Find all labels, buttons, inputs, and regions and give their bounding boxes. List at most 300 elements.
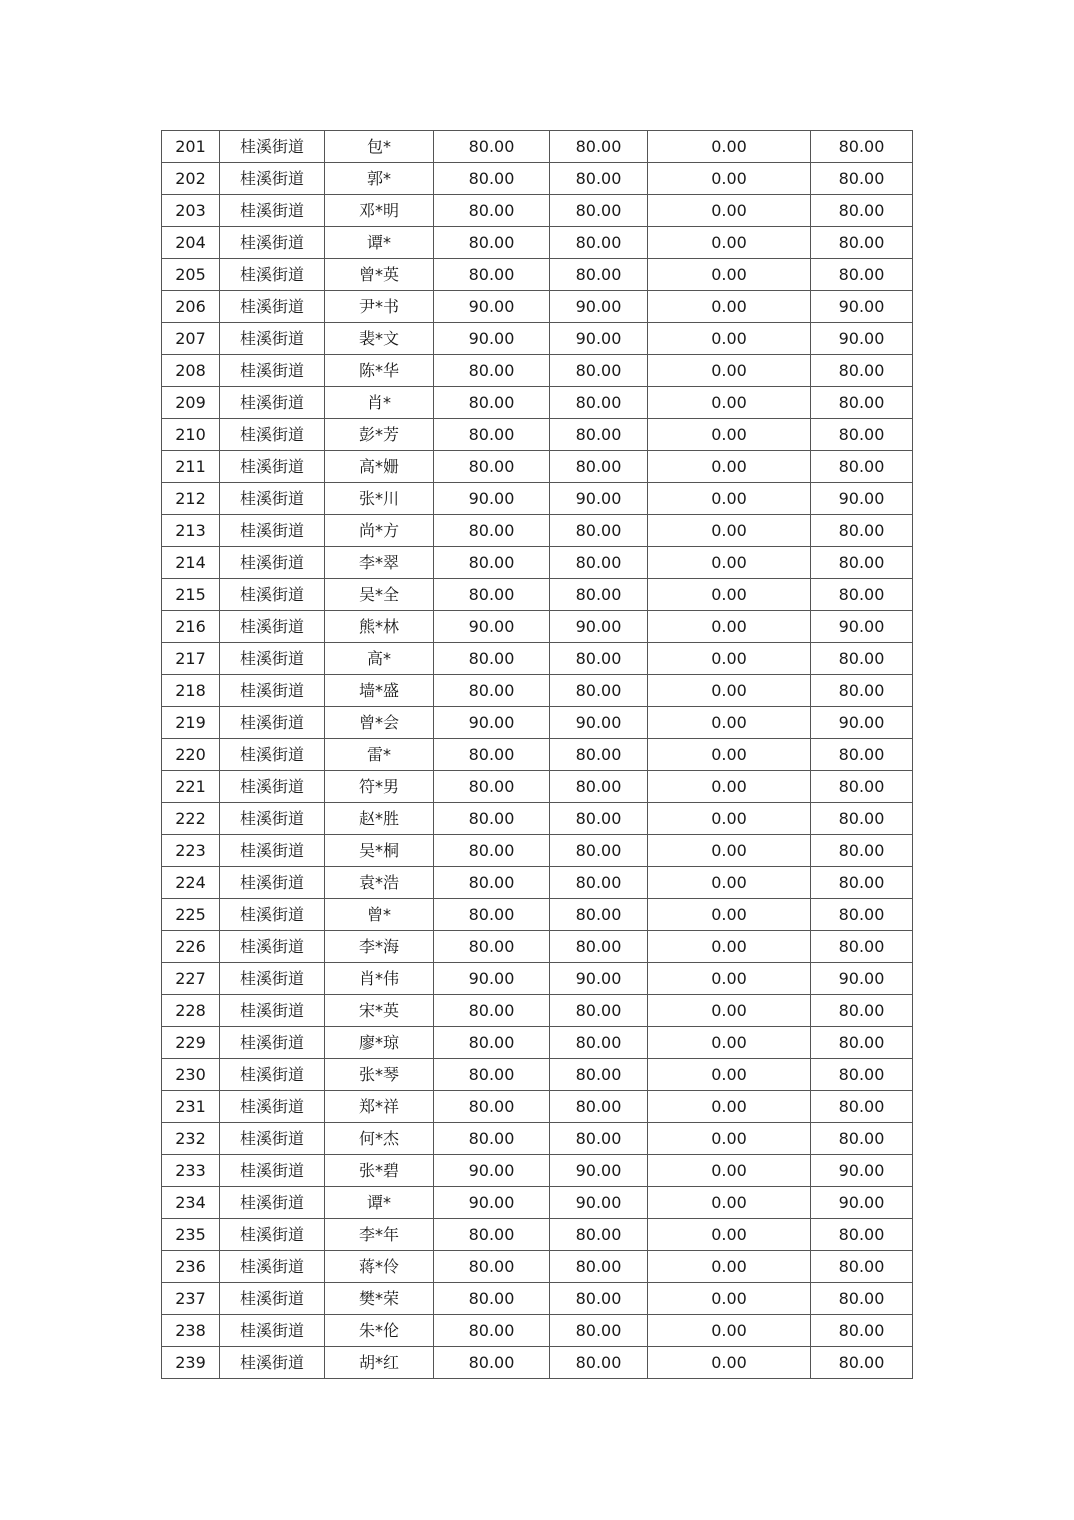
cell-amount-c: 0.00 [648,1283,811,1315]
cell-amount-b: 90.00 [550,1155,648,1187]
cell-amount-c: 0.00 [648,387,811,419]
cell-amount-d: 80.00 [811,739,913,771]
cell-street: 桂溪街道 [220,707,325,739]
cell-amount-a: 80.00 [434,355,550,387]
cell-amount-a: 80.00 [434,1219,550,1251]
cell-amount-b: 90.00 [550,707,648,739]
cell-amount-c: 0.00 [648,867,811,899]
cell-amount-d: 80.00 [811,1219,913,1251]
cell-name: 包* [325,131,434,163]
cell-amount-d: 80.00 [811,995,913,1027]
cell-amount-c: 0.00 [648,835,811,867]
cell-index: 201 [162,131,220,163]
cell-name: 尹*书 [325,291,434,323]
cell-index: 224 [162,867,220,899]
cell-amount-d: 80.00 [811,131,913,163]
table-row [162,1283,913,1315]
cell-amount-b: 80.00 [550,1251,648,1283]
cell-street: 桂溪街道 [220,195,325,227]
cell-amount-c: 0.00 [648,419,811,451]
cell-amount-b: 80.00 [550,995,648,1027]
table-row [162,675,913,707]
cell-amount-b: 90.00 [550,483,648,515]
table-row [162,1187,913,1219]
cell-amount-b: 80.00 [550,515,648,547]
cell-amount-b: 80.00 [550,579,648,611]
cell-name: 袁*浩 [325,867,434,899]
table-row [162,227,913,259]
cell-index: 211 [162,451,220,483]
cell-amount-c: 0.00 [648,1059,811,1091]
cell-street: 桂溪街道 [220,1027,325,1059]
cell-amount-d: 80.00 [811,931,913,963]
cell-index: 238 [162,1315,220,1347]
cell-amount-c: 0.00 [648,579,811,611]
cell-name: 张*碧 [325,1155,434,1187]
cell-name: 宋*英 [325,995,434,1027]
cell-index: 203 [162,195,220,227]
cell-amount-b: 80.00 [550,195,648,227]
cell-amount-d: 90.00 [811,1155,913,1187]
cell-index: 227 [162,963,220,995]
cell-name: 李*翠 [325,547,434,579]
table-row [162,931,913,963]
cell-amount-b: 80.00 [550,867,648,899]
cell-amount-b: 80.00 [550,739,648,771]
cell-amount-d: 90.00 [811,483,913,515]
table-row [162,1059,913,1091]
cell-amount-d: 80.00 [811,643,913,675]
cell-street: 桂溪街道 [220,835,325,867]
cell-amount-c: 0.00 [648,611,811,643]
cell-street: 桂溪街道 [220,675,325,707]
cell-amount-d: 80.00 [811,579,913,611]
table-row [162,1027,913,1059]
cell-amount-b: 80.00 [550,1347,648,1379]
cell-street: 桂溪街道 [220,1187,325,1219]
table-row [162,1315,913,1347]
cell-amount-d: 80.00 [811,195,913,227]
cell-name: 郭* [325,163,434,195]
cell-amount-c: 0.00 [648,291,811,323]
cell-index: 239 [162,1347,220,1379]
table-row [162,1219,913,1251]
cell-amount-a: 80.00 [434,835,550,867]
cell-amount-b: 90.00 [550,323,648,355]
table-row [162,867,913,899]
cell-name: 朱*伦 [325,1315,434,1347]
cell-amount-d: 90.00 [811,707,913,739]
cell-name: 樊*荣 [325,1283,434,1315]
cell-amount-c: 0.00 [648,1315,811,1347]
cell-street: 桂溪街道 [220,1059,325,1091]
cell-amount-d: 80.00 [811,675,913,707]
cell-name: 裴*文 [325,323,434,355]
cell-amount-a: 90.00 [434,1155,550,1187]
cell-street: 桂溪街道 [220,163,325,195]
cell-street: 桂溪街道 [220,867,325,899]
cell-amount-c: 0.00 [648,771,811,803]
cell-name: 符*男 [325,771,434,803]
cell-name: 廖*琼 [325,1027,434,1059]
cell-amount-b: 80.00 [550,643,648,675]
table-row [162,355,913,387]
cell-amount-a: 80.00 [434,1123,550,1155]
cell-name: 胡*红 [325,1347,434,1379]
table-row [162,771,913,803]
cell-amount-c: 0.00 [648,547,811,579]
cell-amount-c: 0.00 [648,163,811,195]
cell-amount-d: 80.00 [811,419,913,451]
cell-street: 桂溪街道 [220,291,325,323]
cell-amount-c: 0.00 [648,355,811,387]
cell-street: 桂溪街道 [220,1219,325,1251]
cell-amount-a: 80.00 [434,995,550,1027]
table-row [162,387,913,419]
cell-name: 蒋*伶 [325,1251,434,1283]
table-row [162,1123,913,1155]
cell-amount-a: 80.00 [434,579,550,611]
cell-name: 张*川 [325,483,434,515]
cell-street: 桂溪街道 [220,547,325,579]
cell-index: 205 [162,259,220,291]
cell-amount-a: 80.00 [434,931,550,963]
cell-name: 邓*明 [325,195,434,227]
cell-amount-a: 90.00 [434,963,550,995]
cell-name: 熊*林 [325,611,434,643]
cell-amount-c: 0.00 [648,963,811,995]
cell-amount-a: 80.00 [434,451,550,483]
cell-amount-a: 80.00 [434,387,550,419]
cell-amount-c: 0.00 [648,1027,811,1059]
cell-name: 曾*会 [325,707,434,739]
cell-amount-c: 0.00 [648,803,811,835]
cell-index: 223 [162,835,220,867]
cell-amount-a: 90.00 [434,1187,550,1219]
cell-amount-d: 80.00 [811,163,913,195]
cell-name: 肖* [325,387,434,419]
cell-amount-b: 80.00 [550,675,648,707]
cell-name: 陈*华 [325,355,434,387]
cell-index: 217 [162,643,220,675]
table-row [162,899,913,931]
cell-amount-b: 80.00 [550,387,648,419]
data-table [161,130,913,1379]
cell-amount-d: 80.00 [811,899,913,931]
cell-street: 桂溪街道 [220,771,325,803]
cell-amount-c: 0.00 [648,1155,811,1187]
cell-index: 215 [162,579,220,611]
cell-amount-c: 0.00 [648,643,811,675]
cell-amount-c: 0.00 [648,451,811,483]
table-row [162,643,913,675]
table-row [162,163,913,195]
cell-name: 吴*桐 [325,835,434,867]
cell-index: 208 [162,355,220,387]
cell-index: 225 [162,899,220,931]
cell-amount-a: 80.00 [434,1091,550,1123]
cell-amount-b: 80.00 [550,131,648,163]
table-row [162,419,913,451]
cell-amount-b: 80.00 [550,1027,648,1059]
table-row [162,195,913,227]
cell-amount-c: 0.00 [648,259,811,291]
cell-amount-d: 80.00 [811,451,913,483]
cell-amount-c: 0.00 [648,739,811,771]
cell-index: 219 [162,707,220,739]
cell-amount-b: 80.00 [550,227,648,259]
cell-street: 桂溪街道 [220,1123,325,1155]
cell-name: 谭* [325,227,434,259]
cell-amount-b: 80.00 [550,355,648,387]
cell-amount-a: 90.00 [434,707,550,739]
cell-amount-a: 80.00 [434,515,550,547]
cell-amount-d: 80.00 [811,1091,913,1123]
cell-amount-a: 80.00 [434,643,550,675]
cell-amount-a: 80.00 [434,899,550,931]
cell-street: 桂溪街道 [220,1347,325,1379]
cell-index: 204 [162,227,220,259]
table-row [162,483,913,515]
cell-amount-a: 90.00 [434,291,550,323]
cell-amount-d: 80.00 [811,1347,913,1379]
cell-amount-b: 80.00 [550,547,648,579]
cell-street: 桂溪街道 [220,387,325,419]
cell-name: 李*年 [325,1219,434,1251]
cell-name: 赵*胜 [325,803,434,835]
cell-amount-d: 80.00 [811,867,913,899]
cell-amount-c: 0.00 [648,1091,811,1123]
table-row [162,803,913,835]
cell-index: 226 [162,931,220,963]
table-row [162,451,913,483]
cell-index: 233 [162,1155,220,1187]
cell-amount-b: 80.00 [550,1315,648,1347]
cell-name: 墙*盛 [325,675,434,707]
cell-amount-b: 90.00 [550,291,648,323]
cell-amount-d: 80.00 [811,355,913,387]
cell-amount-b: 80.00 [550,419,648,451]
cell-amount-d: 90.00 [811,611,913,643]
cell-amount-c: 0.00 [648,1347,811,1379]
cell-street: 桂溪街道 [220,227,325,259]
cell-amount-d: 80.00 [811,835,913,867]
cell-amount-a: 80.00 [434,771,550,803]
cell-name: 雷* [325,739,434,771]
cell-street: 桂溪街道 [220,1315,325,1347]
cell-amount-a: 80.00 [434,195,550,227]
cell-index: 234 [162,1187,220,1219]
cell-amount-b: 80.00 [550,451,648,483]
cell-street: 桂溪街道 [220,323,325,355]
cell-amount-a: 80.00 [434,131,550,163]
table-row [162,1347,913,1379]
table-row [162,1155,913,1187]
cell-street: 桂溪街道 [220,515,325,547]
cell-amount-a: 80.00 [434,227,550,259]
cell-street: 桂溪街道 [220,259,325,291]
cell-amount-c: 0.00 [648,707,811,739]
cell-name: 彭*芳 [325,419,434,451]
table-row [162,515,913,547]
cell-amount-b: 80.00 [550,163,648,195]
cell-amount-b: 80.00 [550,899,648,931]
cell-index: 207 [162,323,220,355]
cell-name: 郑*祥 [325,1091,434,1123]
cell-amount-c: 0.00 [648,995,811,1027]
cell-amount-d: 80.00 [811,387,913,419]
cell-amount-c: 0.00 [648,323,811,355]
cell-index: 230 [162,1059,220,1091]
cell-street: 桂溪街道 [220,899,325,931]
cell-amount-d: 80.00 [811,1027,913,1059]
cell-amount-d: 90.00 [811,323,913,355]
table-row [162,963,913,995]
cell-amount-a: 90.00 [434,323,550,355]
cell-amount-b: 80.00 [550,803,648,835]
cell-amount-a: 90.00 [434,483,550,515]
cell-amount-a: 80.00 [434,675,550,707]
cell-amount-d: 80.00 [811,547,913,579]
cell-amount-b: 80.00 [550,259,648,291]
cell-street: 桂溪街道 [220,1091,325,1123]
cell-amount-a: 80.00 [434,259,550,291]
cell-amount-c: 0.00 [648,515,811,547]
cell-amount-c: 0.00 [648,195,811,227]
cell-name: 肖*伟 [325,963,434,995]
cell-index: 213 [162,515,220,547]
cell-index: 229 [162,1027,220,1059]
cell-index: 237 [162,1283,220,1315]
cell-index: 232 [162,1123,220,1155]
cell-amount-a: 90.00 [434,611,550,643]
cell-amount-a: 80.00 [434,1347,550,1379]
cell-index: 212 [162,483,220,515]
cell-amount-c: 0.00 [648,131,811,163]
table-row [162,739,913,771]
cell-index: 218 [162,675,220,707]
cell-index: 206 [162,291,220,323]
table-row [162,323,913,355]
cell-amount-b: 80.00 [550,771,648,803]
cell-street: 桂溪街道 [220,483,325,515]
cell-amount-d: 80.00 [811,1059,913,1091]
cell-amount-b: 90.00 [550,611,648,643]
cell-street: 桂溪街道 [220,963,325,995]
cell-street: 桂溪街道 [220,643,325,675]
table-row [162,995,913,1027]
cell-amount-a: 80.00 [434,419,550,451]
cell-street: 桂溪街道 [220,1155,325,1187]
cell-amount-a: 80.00 [434,1283,550,1315]
cell-index: 214 [162,547,220,579]
cell-amount-a: 80.00 [434,163,550,195]
cell-index: 202 [162,163,220,195]
table-row [162,131,913,163]
cell-name: 张*琴 [325,1059,434,1091]
cell-amount-c: 0.00 [648,1123,811,1155]
table-row [162,611,913,643]
cell-street: 桂溪街道 [220,803,325,835]
cell-amount-c: 0.00 [648,675,811,707]
cell-name: 尚*方 [325,515,434,547]
table-row [162,547,913,579]
cell-amount-b: 80.00 [550,1091,648,1123]
cell-street: 桂溪街道 [220,1283,325,1315]
table-row [162,1091,913,1123]
table-row [162,835,913,867]
cell-index: 220 [162,739,220,771]
cell-street: 桂溪街道 [220,419,325,451]
cell-amount-d: 80.00 [811,803,913,835]
table-row [162,291,913,323]
cell-amount-a: 80.00 [434,1027,550,1059]
cell-amount-c: 0.00 [648,1187,811,1219]
cell-amount-b: 80.00 [550,1123,648,1155]
cell-amount-c: 0.00 [648,1219,811,1251]
cell-amount-d: 80.00 [811,259,913,291]
cell-street: 桂溪街道 [220,931,325,963]
cell-amount-a: 80.00 [434,867,550,899]
cell-amount-d: 80.00 [811,1283,913,1315]
cell-street: 桂溪街道 [220,611,325,643]
table-row [162,707,913,739]
cell-index: 221 [162,771,220,803]
cell-amount-a: 80.00 [434,739,550,771]
cell-street: 桂溪街道 [220,579,325,611]
cell-index: 222 [162,803,220,835]
cell-amount-a: 80.00 [434,803,550,835]
cell-name: 曾* [325,899,434,931]
cell-index: 235 [162,1219,220,1251]
cell-amount-b: 90.00 [550,1187,648,1219]
table-row [162,1251,913,1283]
table-body [162,131,913,1379]
cell-index: 210 [162,419,220,451]
cell-name: 高*姗 [325,451,434,483]
cell-amount-d: 90.00 [811,291,913,323]
cell-amount-c: 0.00 [648,227,811,259]
cell-index: 236 [162,1251,220,1283]
cell-index: 228 [162,995,220,1027]
cell-amount-d: 80.00 [811,1123,913,1155]
cell-amount-d: 80.00 [811,771,913,803]
cell-amount-a: 80.00 [434,1315,550,1347]
cell-name: 谭* [325,1187,434,1219]
cell-name: 曾*英 [325,259,434,291]
cell-amount-b: 80.00 [550,1059,648,1091]
cell-street: 桂溪街道 [220,451,325,483]
cell-street: 桂溪街道 [220,739,325,771]
cell-name: 李*海 [325,931,434,963]
cell-amount-b: 80.00 [550,835,648,867]
cell-amount-b: 80.00 [550,1219,648,1251]
cell-name: 吴*全 [325,579,434,611]
cell-amount-b: 80.00 [550,1283,648,1315]
cell-index: 231 [162,1091,220,1123]
cell-amount-b: 80.00 [550,931,648,963]
table-row [162,579,913,611]
cell-amount-c: 0.00 [648,483,811,515]
cell-amount-b: 90.00 [550,963,648,995]
cell-amount-d: 90.00 [811,1187,913,1219]
cell-index: 209 [162,387,220,419]
cell-amount-d: 80.00 [811,515,913,547]
cell-street: 桂溪街道 [220,1251,325,1283]
cell-amount-a: 80.00 [434,547,550,579]
cell-amount-d: 80.00 [811,1315,913,1347]
cell-amount-d: 80.00 [811,1251,913,1283]
